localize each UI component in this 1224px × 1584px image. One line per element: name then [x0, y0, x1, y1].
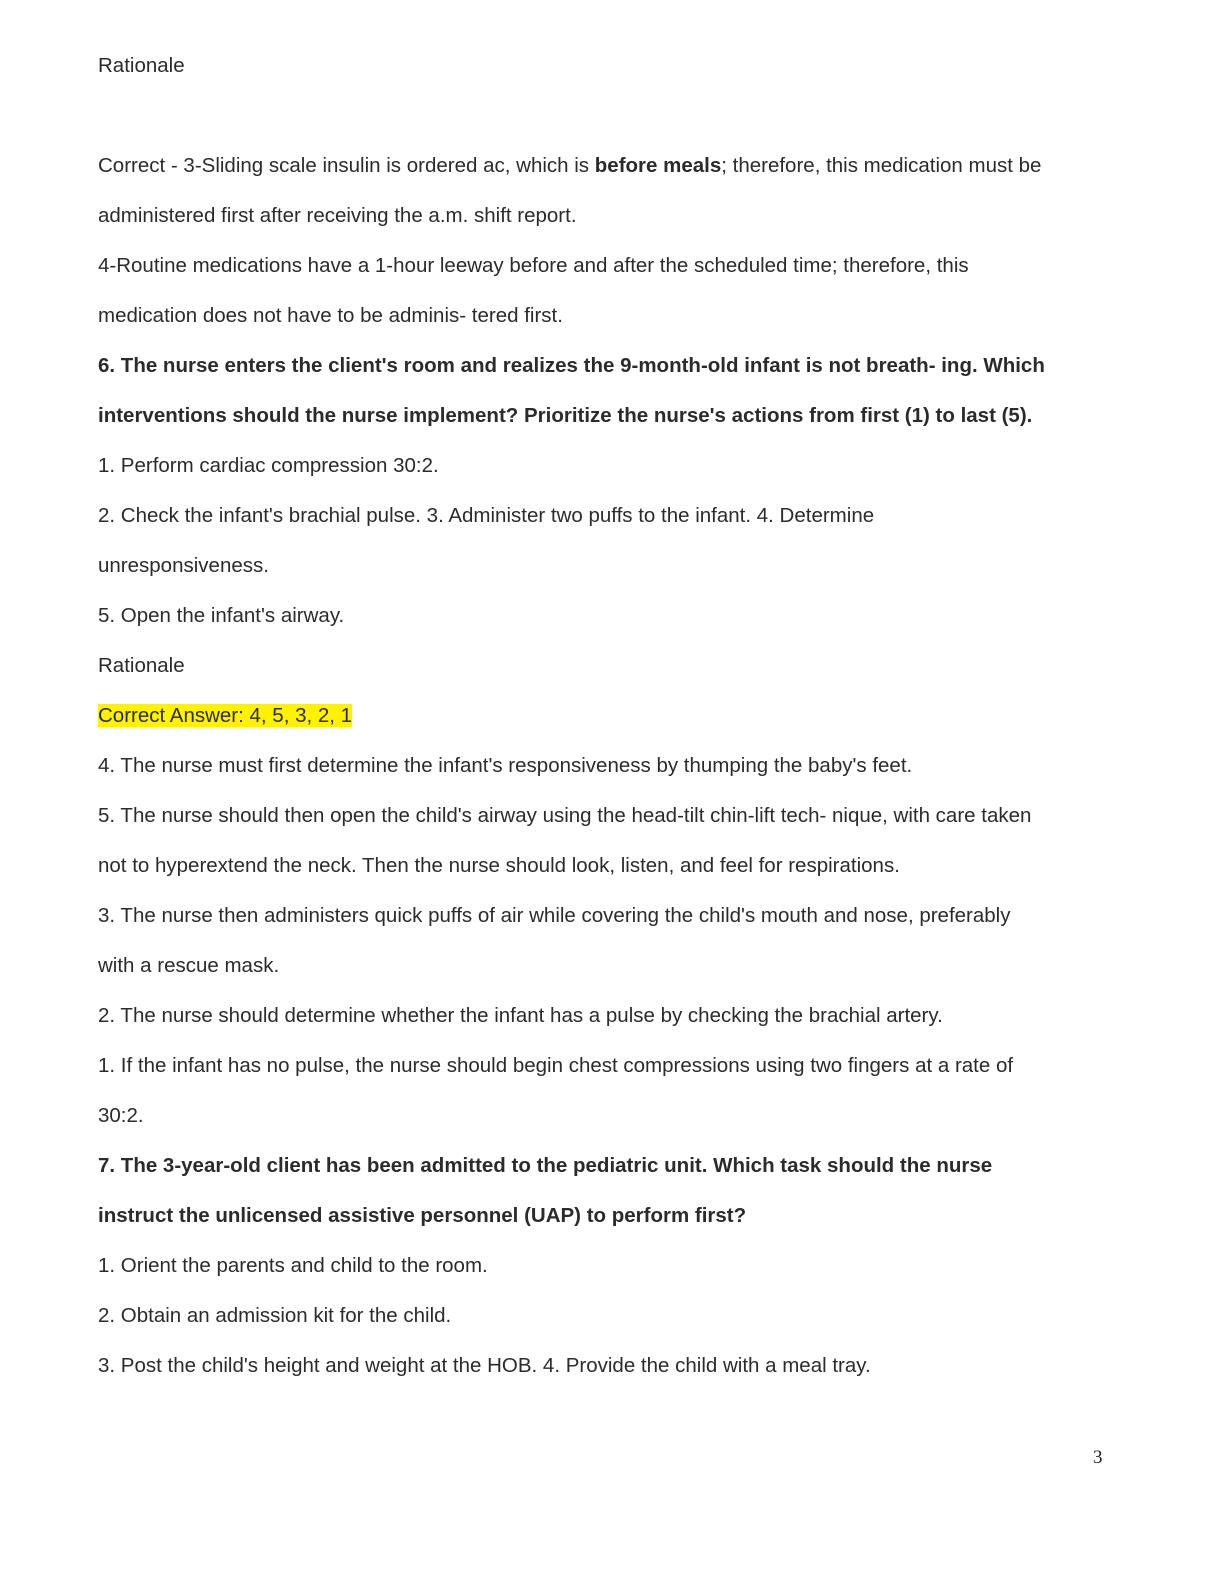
q5-rationale-text-post: ; therefore, this medication must be: [721, 154, 1042, 177]
q6-question-line-1: 6. The nurse enters the client's room and realizes the 9-month-old infant is not breath- ing. Which: [98, 354, 1045, 377]
q6-rationale-3-line-2: with a rescue mask.: [98, 954, 280, 977]
q5-rationale-text-pre: Correct - 3-Sliding scale insulin is ordered ac, which is: [98, 154, 595, 177]
q6-question-line-2: interventions should the nurse implement? Prioritize the nurse's actions from first (1) to last (5).: [98, 404, 1033, 427]
q6-rationale-1-line-2: 30:2.: [98, 1104, 144, 1127]
q7-question-line-1: 7. The 3-year-old client has been admitted to the pediatric unit. Which task should the nurse: [98, 1154, 993, 1177]
q6-correct-answer-line: [98, 702, 352, 730]
q6-rationale-1-line-1: 1. If the infant has no pulse, the nurse should begin chest compressions using two fingers at a rate of: [98, 1054, 1014, 1077]
q6-rationale-5-line-2: not to hyperextend the neck. Then the nurse should look, listen, and feel for respirations.: [98, 854, 900, 877]
q5-rationale-bold-term: before meals: [594, 154, 722, 177]
q5-rationale-line-4: medication does not have to be adminis- tered first.: [98, 304, 563, 327]
q6-correct-answer-highlight: Correct Answer: 4, 5, 3, 2, 1: [98, 704, 353, 727]
q6-option-2-line-1: 2. Check the infant's brachial pulse. 3. Administer two puffs to the infant. 4. Determine: [98, 504, 875, 527]
q7-option-2: 2. Obtain an admission kit for the child.: [98, 1304, 452, 1327]
q5-rationale-line-3: 4-Routine medications have a 1-hour leeway before and after the scheduled time; therefore, this: [98, 254, 969, 277]
q6-option-5: 5. Open the infant's airway.: [98, 604, 345, 627]
rationale-heading-top: Rationale: [98, 54, 185, 77]
q6-rationale-3-line-1: 3. The nurse then administers quick puffs of air while covering the child's mouth and nose, preferably: [98, 904, 1011, 927]
q6-rationale-2: 2. The nurse should determine whether the infant has a pulse by checking the brachial artery.: [98, 1004, 943, 1027]
q6-rationale-heading: Rationale: [98, 654, 185, 677]
page-number: 3: [1093, 1447, 1103, 1468]
q6-rationale-4: 4. The nurse must first determine the infant's responsiveness by thumping the baby's feet.: [98, 754, 913, 777]
q6-option-2-line-2: unresponsiveness.: [98, 554, 269, 577]
q5-rationale-line-1: [98, 152, 1041, 180]
q6-option-1: 1. Perform cardiac compression 30:2.: [98, 454, 439, 477]
q7-question-line-2: instruct the unlicensed assistive personnel (UAP) to perform first?: [98, 1204, 747, 1227]
q6-rationale-5-line-1: 5. The nurse should then open the child's airway using the head-tilt chin-lift tech- nique, with care taken: [98, 804, 1032, 827]
q7-option-3: 3. Post the child's height and weight at the HOB. 4. Provide the child with a meal tray.: [98, 1354, 871, 1377]
q5-rationale-line-2: administered first after receiving the a.m. shift report.: [98, 204, 577, 227]
q7-option-1: 1. Orient the parents and child to the room.: [98, 1254, 488, 1277]
